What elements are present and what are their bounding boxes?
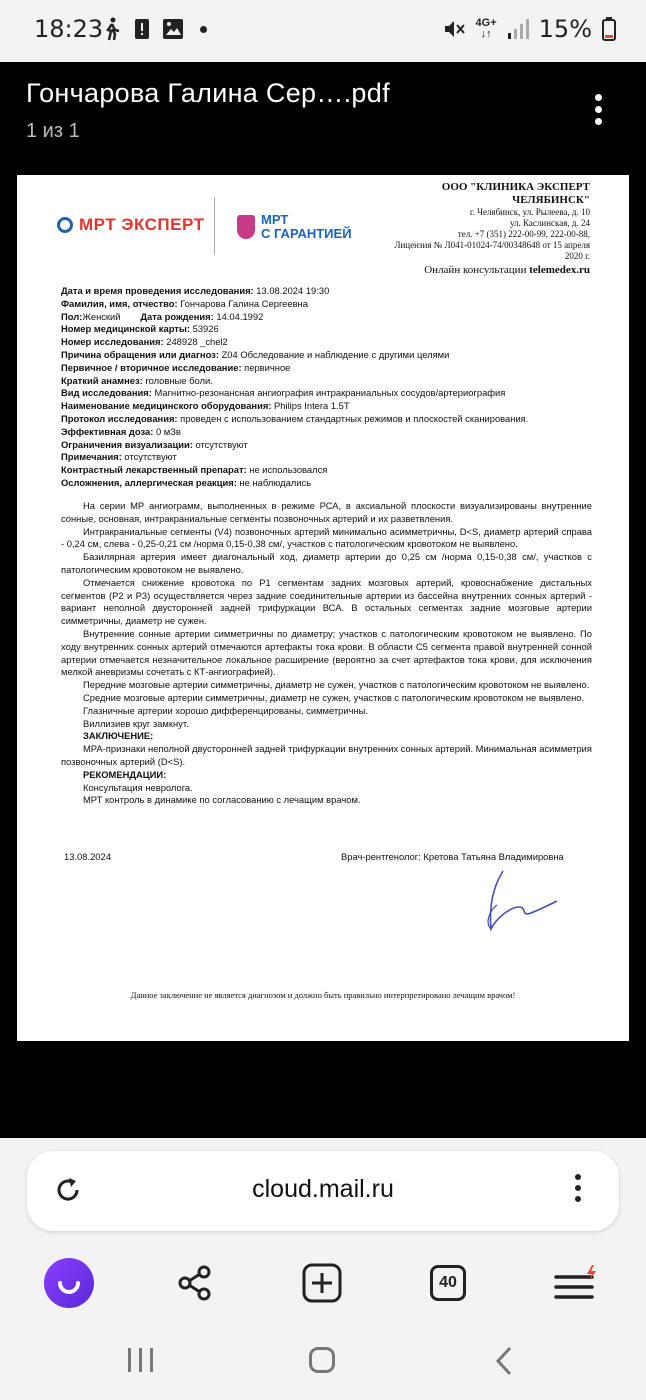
clinic-address-1: г. Челябинск, ул. Рылеева, д. 10 — [469, 207, 590, 217]
clinic-header — [340, 181, 590, 276]
alice-icon — [44, 1258, 94, 1308]
paragraph: Отмечается снижение кровотока по Р1 сегментам задних мозговых артерий, кровоснабжение дистальных сегментов (Р2 и Р3) осуществляется через задние соединительные артерии из бассейна внутренних сонных артерий - вариант неполной двусторонней задней трифуркации ВСА. В остальных сегментах задние мозговые артерии симметричны, диаметр не сужен. — [61, 576, 592, 627]
field-row: Краткий анамнез: головные боли. — [61, 374, 213, 386]
clinic-online-site: telemedex.ru — [529, 264, 590, 276]
alert-icon — [134, 17, 150, 41]
field-row: Ограничения визуализации: отсутствуют — [61, 438, 248, 450]
paragraph: Виллизиев круг замкнут. — [83, 717, 189, 729]
browser-toolbar — [0, 1248, 646, 1312]
report-body — [61, 500, 592, 807]
field-row: Осложнения, аллергическая реакция: не наблюдались — [61, 476, 312, 488]
field-row: Номер медицинской карты: 53926 — [61, 323, 219, 335]
field-row: Номер исследования: 248928 _chel2 — [61, 336, 228, 348]
clinic-phone: тел. +7 (351) 222-00-99, 222-00-88, — [457, 229, 590, 239]
tabs-button[interactable] — [423, 1258, 473, 1308]
status-time: 18:23 — [34, 15, 104, 43]
field-row: Протокол исследования: проведен с использованием стандартных режимов и плоскостей сканирования. — [61, 412, 529, 424]
logo-mrt-guarantee — [237, 213, 352, 241]
clinic-address-2: ул. Каслинская, д. 24 — [509, 218, 590, 228]
signature-icon — [471, 867, 561, 937]
address-bar[interactable] — [27, 1151, 619, 1231]
recommendation-item: МРТ контроль в динамике по согласованию с лечащим врачом. — [83, 794, 361, 806]
plus-box-icon — [302, 1263, 342, 1303]
paragraph: Базилярная артерия имеет диагональный ход, диаметр артерии до 0,25 см /норма 0,15-0,38 см/, участков с патологическим кровотоком не выявлено. — [61, 551, 592, 575]
url-text[interactable]: cloud.mail.ru — [252, 1175, 394, 1203]
conclusion-heading: ЗАКЛЮЧЕНИЕ: — [83, 730, 154, 742]
home-button[interactable] — [309, 1347, 335, 1373]
logo-divider — [214, 197, 215, 255]
new-tab-button[interactable] — [297, 1258, 347, 1308]
conclusion-text: МРА-признаки неполной двусторонней задней трифуркации внутренних сонных артерий. Минимальная асимметрия позвоночных артерий (D<S). — [61, 743, 592, 767]
battery-percent: 15% — [538, 15, 592, 43]
recommendation-item: Консультация невролога. — [83, 781, 193, 793]
shield-icon — [237, 215, 255, 239]
battery-icon — [602, 17, 616, 41]
walking-icon — [102, 17, 122, 41]
address-bar-menu-button[interactable] — [573, 1174, 583, 1208]
field-row: Наименование медицинского оборудования: Philips Intera 1.5T — [61, 400, 350, 412]
signal-icon — [507, 18, 529, 40]
status-bar — [0, 0, 646, 62]
doctor-name: Врач-рентгенолог: Кретова Татьяна Владимировна — [341, 851, 564, 862]
logo-mrt-expert — [57, 215, 204, 235]
image-icon — [162, 18, 184, 40]
dot-icon — [200, 26, 207, 33]
menu-icon — [552, 1263, 598, 1303]
field-row: Фамилия, имя, отчество: Гончарова Галина Сергеевна — [61, 297, 308, 309]
signature-date: 13.08.2024 — [64, 851, 111, 862]
field-row: Дата и время проведения исследования: 13.08.2024 19:30 — [61, 285, 330, 296]
field-row: Первичное / вторичное исследование: первичное — [61, 361, 291, 373]
menu-button[interactable] — [550, 1258, 600, 1308]
recommendations-heading: РЕКОМЕНДАЦИИ: — [83, 768, 167, 780]
share-icon — [176, 1264, 214, 1302]
logo-mrt-guarantee-text: МРТ С ГАРАНТИЕЙ — [261, 212, 352, 241]
clinic-name-1: ООО "КЛИНИКА ЭКСПЕРТ — [441, 181, 590, 193]
network-type: 4G+ — [475, 17, 497, 29]
field-row: Примечания: отсутствуют — [61, 451, 177, 463]
clinic-name-2: ЧЕЛЯБИНСК" — [512, 194, 590, 206]
logo-mrt-expert-text: МРТ ЭКСПЕРТ — [79, 215, 205, 234]
paragraph: Глазничные артерии хорошо дифференцированы, симметричны. — [83, 704, 369, 716]
clinic-license-1: Лицензия № Л041-01024-74/00348648 от 15 апреля — [394, 240, 590, 250]
pdf-page — [17, 175, 629, 1041]
paragraph: На серии МР ангиограмм, выполненных в режиме РСА, в аксиальной плоскости визуализированы внутренние сонные, основная, интракраниальные сегменты позвоночных артерий и их разветвления. — [61, 500, 592, 524]
paragraph: Интракраниальные сегменты (V4) позвоночных артерий минимально асимметричны, D<S, диаметр артерий справа - 0,24 см, слева - 0,25-0,21 см /норма 0,15-0,38 см/, участков с патологическим кровотоком не выявлено. — [61, 525, 592, 550]
recents-button[interactable] — [128, 1348, 153, 1372]
paragraph: Внутренние сонные артерии симметричны по диаметру; участков с патологическим кровотоком не выявлено. По ходу внутренних сонных артерий отмечаются артефакты тока крови. В области С5 сегмента правой внутренней сонной артерии отмечается незначительное локальное расширение (вероятно за счет артефактов тока крови, для исключения мелкой аневризмы сочетать с КТ-ангиографией). — [61, 627, 592, 678]
mute-icon — [442, 17, 466, 41]
clinic-license-2: 2020 г. — [564, 251, 590, 261]
browser-bottom — [0, 1138, 646, 1400]
field-row: Вид исследования: Магнитно-резонансная ангиография интракраниальных сосудов/артериография — [61, 387, 506, 399]
share-button[interactable] — [170, 1258, 220, 1308]
field-row: Контрастный лекарственный препарат: не использовался — [61, 464, 328, 476]
field-row: Пол:Женский Дата рождения: 14.04.1992 — [61, 310, 264, 322]
clinic-online-label: Онлайн консультации — [424, 264, 527, 276]
paragraph: Передние мозговые артерии симметричны, диаметр не сужен, участков с патологическим кровотоком не выявлено. — [83, 679, 590, 691]
clinic-online — [340, 265, 590, 276]
field-row: Причина обращения или диагноз: Z04 Обследование и наблюдение с другими целями — [61, 348, 450, 360]
system-navbar — [0, 1340, 646, 1400]
tab-count: 40 — [430, 1265, 466, 1301]
file-title: Гончарова Галина Сер….pdf — [26, 78, 390, 108]
back-button[interactable] — [494, 1346, 514, 1376]
more-options-button[interactable] — [586, 94, 610, 130]
page-counter: 1 из 1 — [26, 120, 80, 142]
alice-button[interactable] — [44, 1258, 94, 1308]
disclaimer: Данное заключение не является диагнозом и должно быть правильно интерпретировано лечащим врачом! — [130, 990, 516, 1000]
report-fields — [61, 285, 601, 490]
field-row: Эффективная доза: 0 мЗв — [61, 425, 181, 437]
viewer-header — [0, 62, 646, 172]
network-icon: 4G+ ↓↑ — [475, 17, 497, 40]
paragraph: Средние мозговые артерии симметричны, диаметр не сужен, участков с патологическим кровотоком не выявлено. — [83, 691, 585, 703]
logo-circle-icon — [57, 217, 73, 233]
